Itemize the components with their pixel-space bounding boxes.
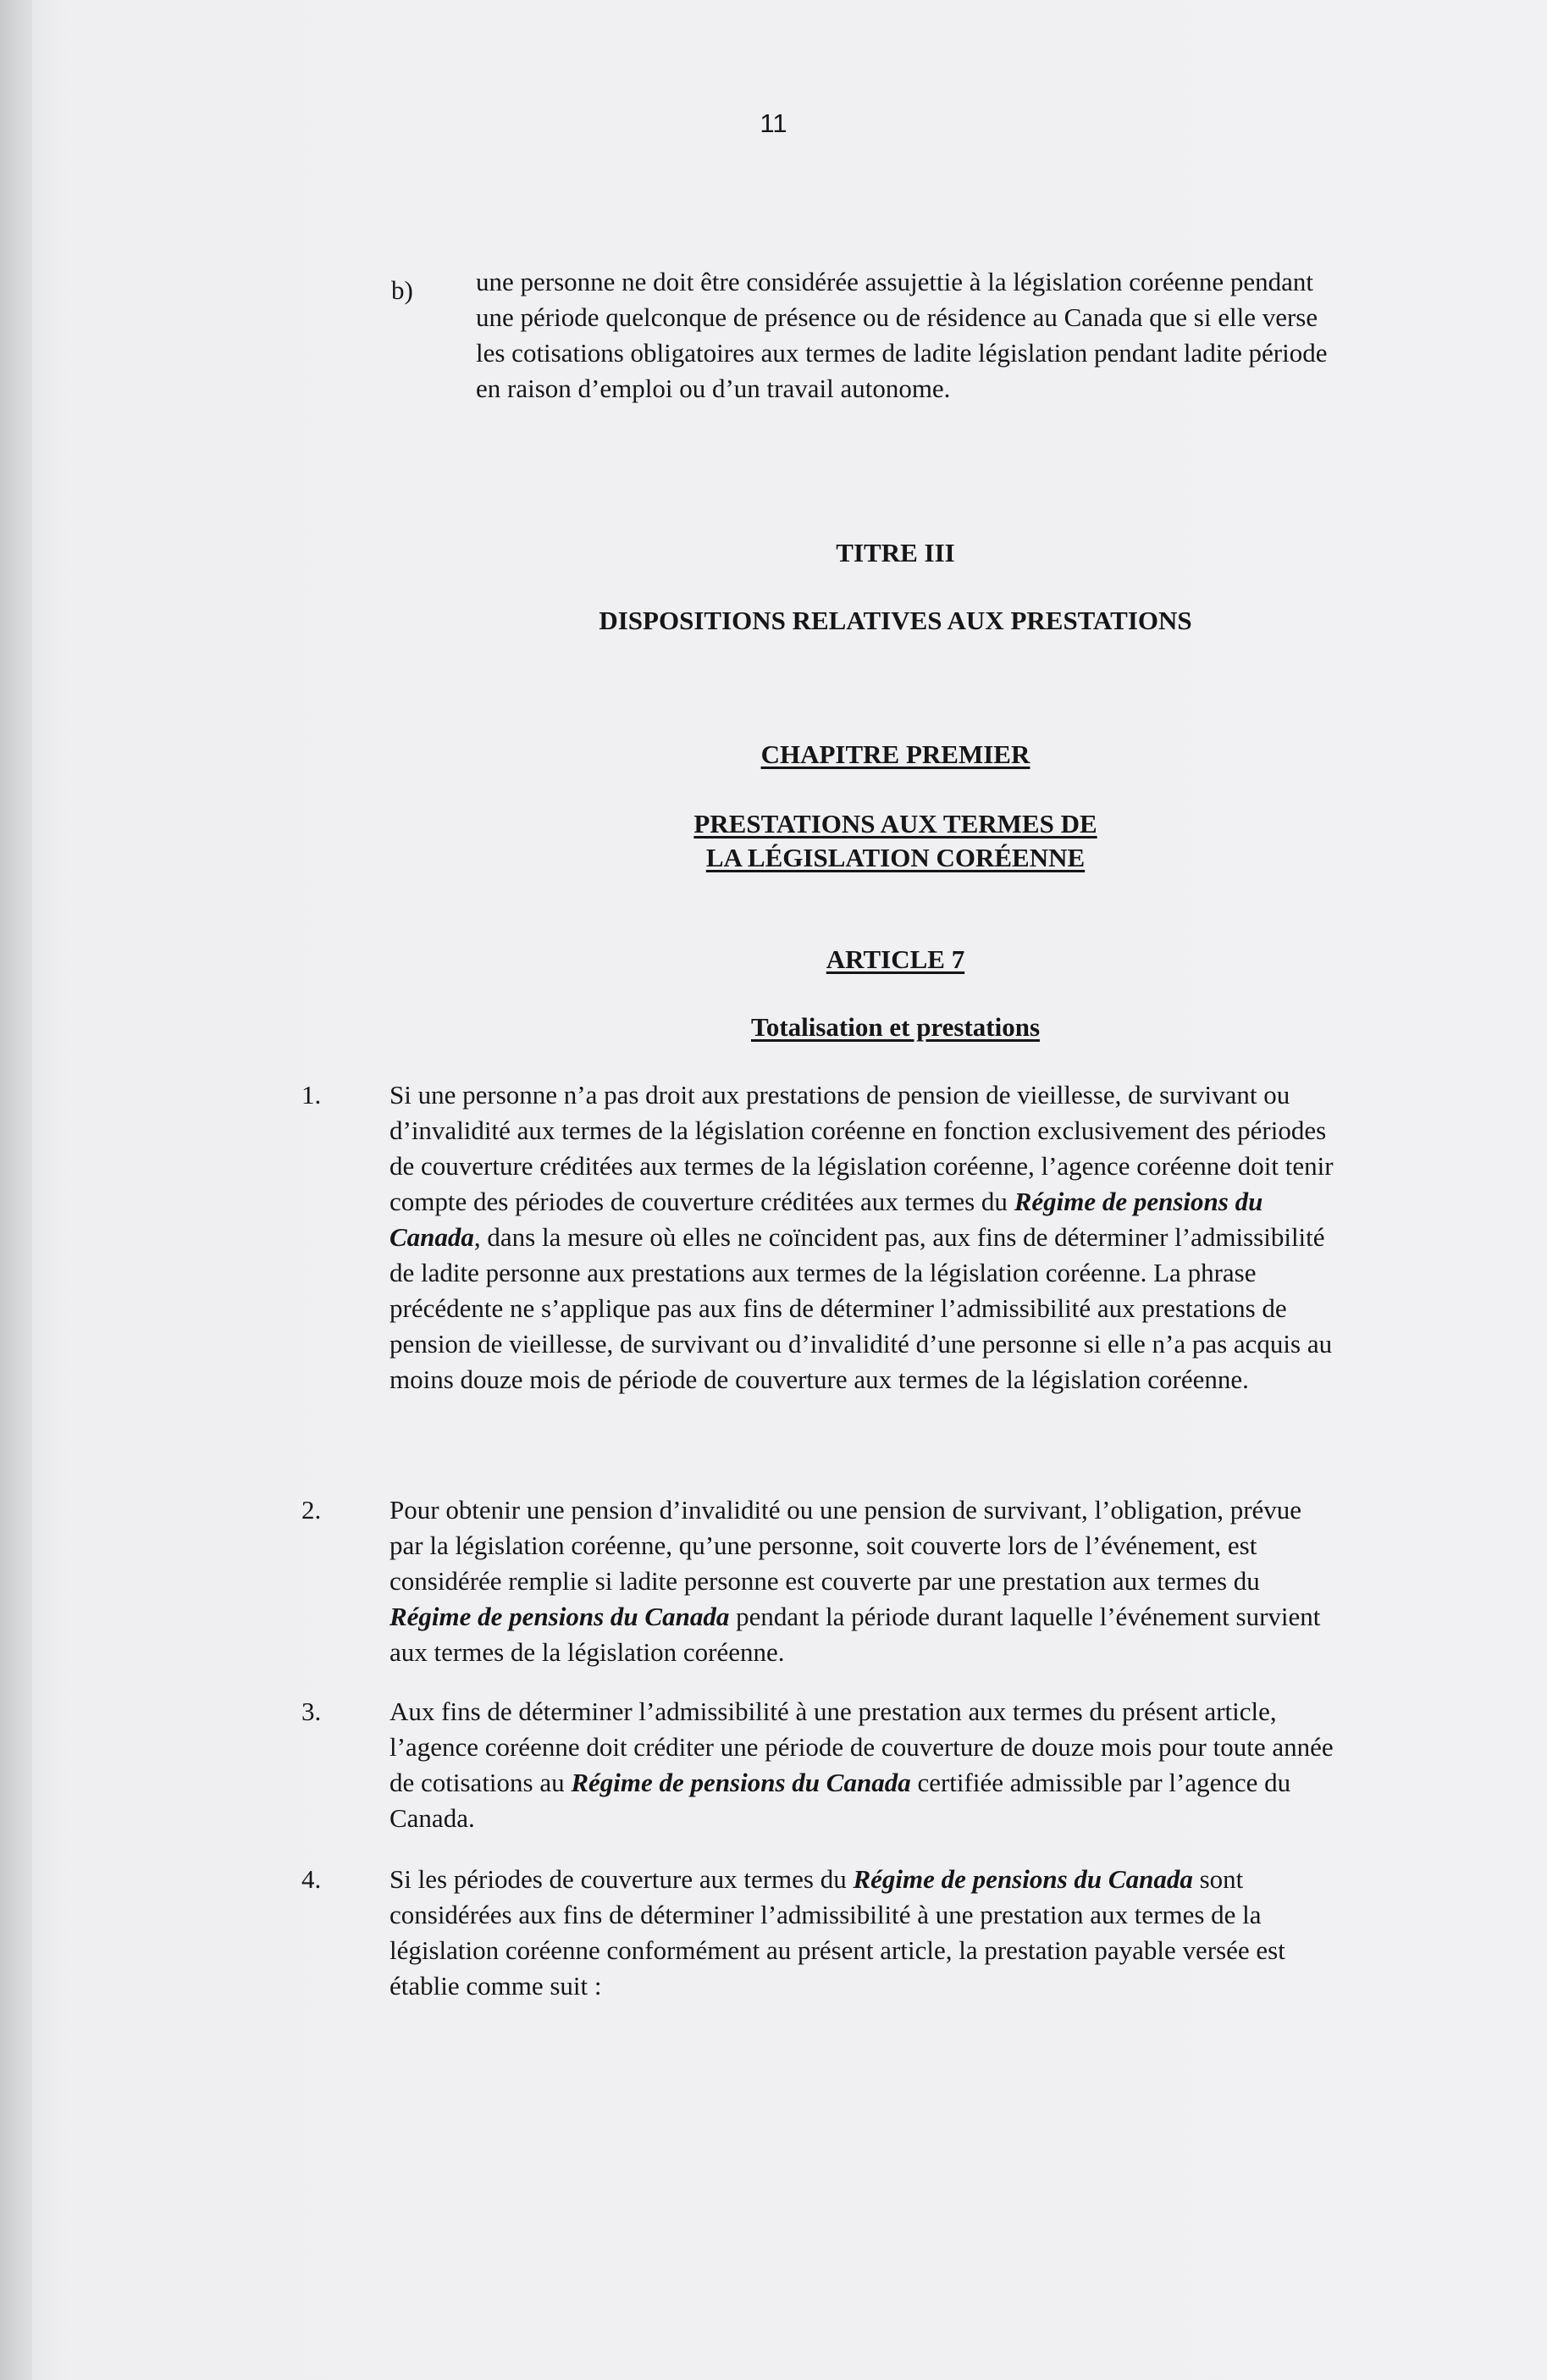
- heading-prestations-line-2: LA LÉGISLATION CORÉENNE: [705, 843, 1086, 872]
- paragraph-3: Aux fins de déterminer l’admissibilité à une prestation aux termes du présent article, l’agence coréenne doit créditer une période de couverture de douze mois pour toute année de cotisations au Régime de pensions du Canada certifiée admissible par l’agence du Canada.: [390, 1696, 1334, 1833]
- heading-article: ARTICLE 7: [826, 944, 965, 974]
- heading-titre: TITRE III: [836, 538, 955, 567]
- heading-totalisation: Totalisation et prestations: [750, 1012, 1041, 1042]
- paragraph-2: Pour obtenir une pension d’invalidité ou une pension de survivant, l’obligation, prévue par la législation coréenne, qu’une personne, soit couverte lors de l’événement, est considérée remplie si ladite personne est couverte par une prestation aux termes du Régime de pensions du Canada pendant la période durant laquelle l’événement survient aux termes de la législation coréenne.: [390, 1495, 1321, 1667]
- page-edge-shadow: [0, 0, 32, 2380]
- intro-paragraph: une personne ne doit être considérée assujettie à la législation coréenne pendant une période quelconque de présence ou de résidence au Canada que si elle verse les cotisations obligatoires aux termes de ladite législation pendant ladite période en raison d’emploi ou d’un travail autonome.: [476, 267, 1328, 403]
- paragraph-1-number: 1.: [301, 1080, 322, 1110]
- paragraph-1: Si une personne n’a pas droit aux prestations de pension de vieillesse, de survivant ou d’invalidité aux termes de la législation coréenne en fonction exclusivement des périodes de couverture créditées aux termes de la législation coréenne, l’agence coréenne doit tenir compte des périodes de couverture créditées aux termes du Régime de pensions du Canada, dans la mesure où elles ne coïncident pas, aux fins de déterminer l’admissibilité de ladite personne aux prestations aux termes de la législation coréenne. La phrase précédente ne s’applique pas aux fins de déterminer l’admissibilité aux prestations de pension de vieillesse, de survivant ou d’invalidité d’une personne si elle n’a pas acquis au moins douze mois de période de couverture aux termes de la législation coréenne.: [390, 1080, 1334, 1394]
- intro-label: b): [391, 275, 413, 305]
- page-number: 11: [760, 108, 787, 138]
- paragraph-4: Si les périodes de couverture aux termes du Régime de pensions du Canada sont considérées aux fins de déterminer l’admissibilité à une prestation aux termes de la législation coréenne conformément au présent article, la prestation payable versée est établie comme suit :: [390, 1864, 1285, 2001]
- heading-prestations-line-1: PRESTATIONS AUX TERMES DE: [693, 809, 1097, 839]
- heading-chapitre: CHAPITRE PREMIER: [760, 739, 1030, 769]
- paragraph-4-number: 4.: [301, 1864, 322, 1894]
- paragraph-3-number: 3.: [301, 1696, 322, 1726]
- paragraph-2-number: 2.: [301, 1495, 322, 1525]
- heading-dispositions: DISPOSITIONS RELATIVES AUX PRESTATIONS: [599, 606, 1192, 635]
